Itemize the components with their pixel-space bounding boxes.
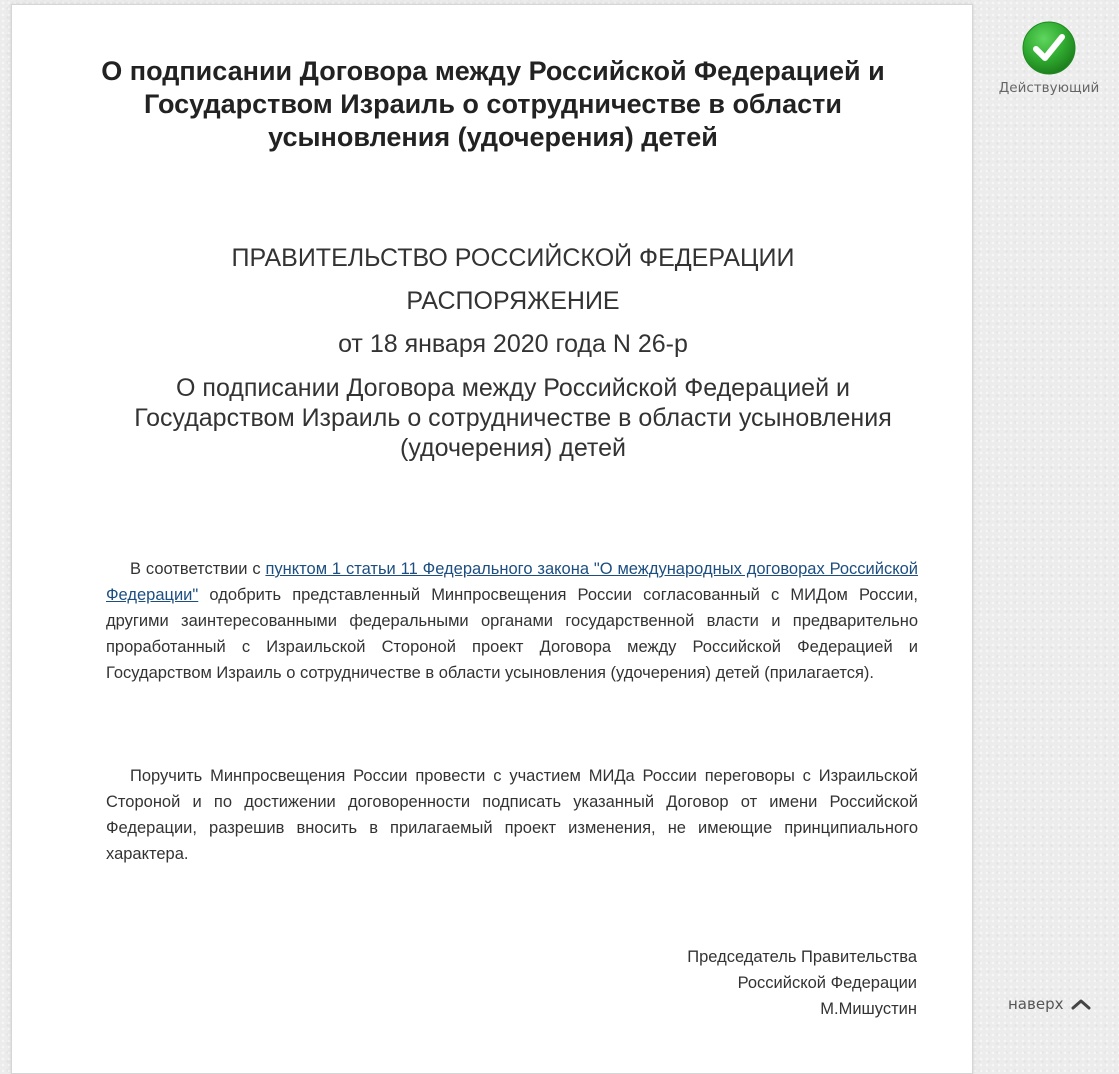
chevron-up-icon xyxy=(1071,998,1091,1010)
law-reference-link[interactable]: пунктом 1 статьи 11 Федерального закона "О международных договорах Российской Федерации" xyxy=(106,560,919,604)
to-top-button[interactable] xyxy=(1008,995,1091,1013)
signature-name: М.Мишустин xyxy=(820,1000,917,1018)
document-page xyxy=(11,4,973,1074)
signature-position-line-2: Российской Федерации xyxy=(737,974,917,992)
document-type: РАСПОРЯЖЕНИЕ xyxy=(406,287,620,315)
document-issuer: ПРАВИТЕЛЬСТВО РОССИЙСКОЙ ФЕДЕРАЦИИ xyxy=(231,244,795,272)
paragraph-1-intro: В соответствии с xyxy=(130,560,266,578)
paragraph-1-body: одобрить представленный Минпросвещения России согласованный с МИДом России, другими заинтересованными федеральными органами государственной власти и предварительно проработанный с Израильской Стороной проект Договора между Российской Федерацией и Государством Израиль о сотрудничестве в области усыновления (удочерения) детей (прилагается). xyxy=(106,586,918,682)
paragraph-2: Поручить Минпросвещения России провести с участием МИДа России переговоры с Израильской Стороной и по достижении договоренности подписать указанный Договор от имени Российской Федерации, разрешив вносить в прилагаемый проект изменения, не имеющие принципиального характера. xyxy=(106,767,918,863)
document-title: О подписании Договора между Российской Федерацией и Государством Израиль о сотрудничестве в области усыновления (удочерения) детей xyxy=(101,56,885,152)
status-label: Действующий xyxy=(998,80,1100,96)
signature-position-line-1: Председатель Правительства xyxy=(687,948,917,966)
paragraph-1 xyxy=(106,556,918,686)
document-status xyxy=(997,20,1101,96)
to-top-label: наверх xyxy=(1008,995,1064,1013)
signature-block xyxy=(687,944,917,1022)
document-subtitle: О подписании Договора между Российской Федерацией и Государством Израиль о сотрудничестве в области усыновления (удочерения) детей xyxy=(134,374,892,462)
check-circle-icon xyxy=(1021,20,1077,76)
document-date: от 18 января 2020 года N 26-р xyxy=(338,330,688,358)
